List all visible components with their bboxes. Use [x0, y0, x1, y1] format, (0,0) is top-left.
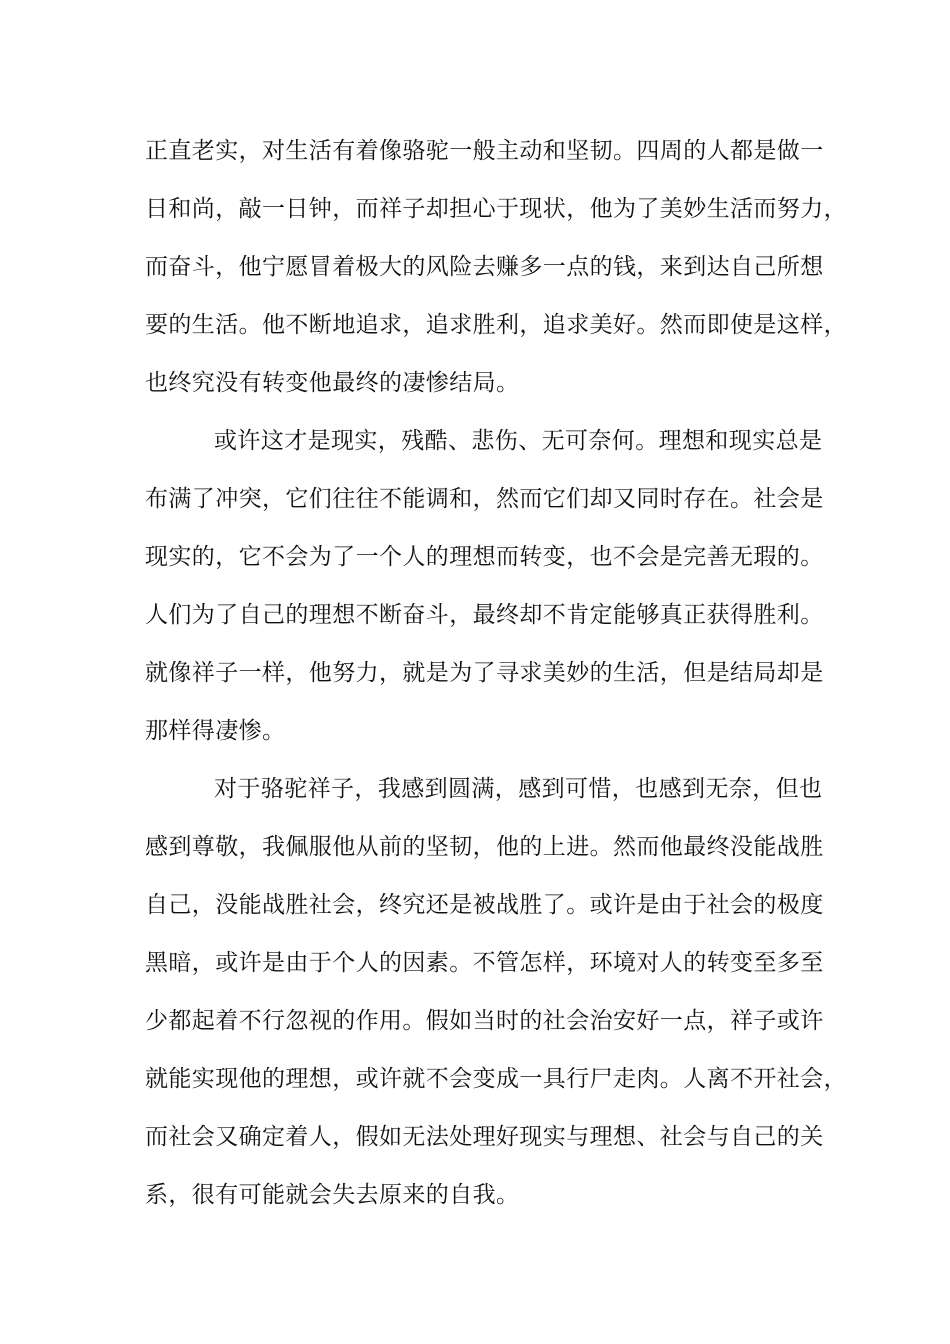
paragraph-2-line-2: 布满了冲突，它们往往不能调和，然而它们却又同时存在。社会是 [145, 486, 824, 512]
paragraph-3-line-7: 而社会又确定着人，假如无法处理好现实与理想、社会与自己的关 [145, 1124, 824, 1150]
paragraph-3-line-1: 对于骆驼祥子，我感到圆满，感到可惜，也感到无奈，但也 [214, 776, 823, 802]
paragraph-3-line-2: 感到尊敬，我佩服他从前的坚韧，他的上进。然而他最终没能战胜 [145, 834, 824, 860]
paragraph-1-line-3: 而奋斗，他宁愿冒着极大的风险去赚多一点的钱，来到达自己所想 [145, 254, 824, 280]
paragraph-2-line-5: 就像祥子一样，他努力，就是为了寻求美妙的生活，但是结局却是 [145, 660, 824, 686]
paragraph-3-line-8: 系，很有可能就会失去原来的自我。 [145, 1182, 520, 1208]
paragraph-2-line-1: 或许这才是现实，残酷、悲伤、无可奈何。理想和现实总是 [214, 428, 823, 454]
paragraph-1-line-4: 要的生活。他不断地追求，追求胜利，追求美好。然而即使是这样， [145, 312, 847, 338]
paragraph-2-line-3: 现实的，它不会为了一个人的理想而转变，也不会是完善无瑕的。 [145, 544, 824, 570]
paragraph-3-line-5: 少都起着不行忽视的作用。假如当时的社会治安好一点，祥子或许 [145, 1008, 824, 1034]
paragraph-2-line-6: 那样得凄惨。 [145, 718, 286, 744]
paragraph-3-line-3: 自己，没能战胜社会，终究还是被战胜了。或许是由于社会的极度 [145, 892, 824, 918]
paragraph-1-line-2: 日和尚，敲一日钟，而祥子却担心于现状，他为了美妙生活而努力， [145, 196, 847, 222]
paragraph-3-line-4: 黑暗，或许是由于个人的因素。不管怎样，环境对人的转变至多至 [145, 950, 824, 976]
paragraph-3-line-6: 就能实现他的理想，或许就不会变成一具行尸走肉。人离不开社会， [145, 1066, 847, 1092]
paragraph-2-line-4: 人们为了自己的理想不断奋斗，最终却不肯定能够真正获得胜利。 [145, 602, 824, 628]
paragraph-1-line-1: 正直老实，对生活有着像骆驼一般主动和坚韧。四周的人都是做一 [145, 138, 824, 164]
paragraph-1-line-5: 也终究没有转变他最终的凄惨结局。 [145, 370, 520, 396]
